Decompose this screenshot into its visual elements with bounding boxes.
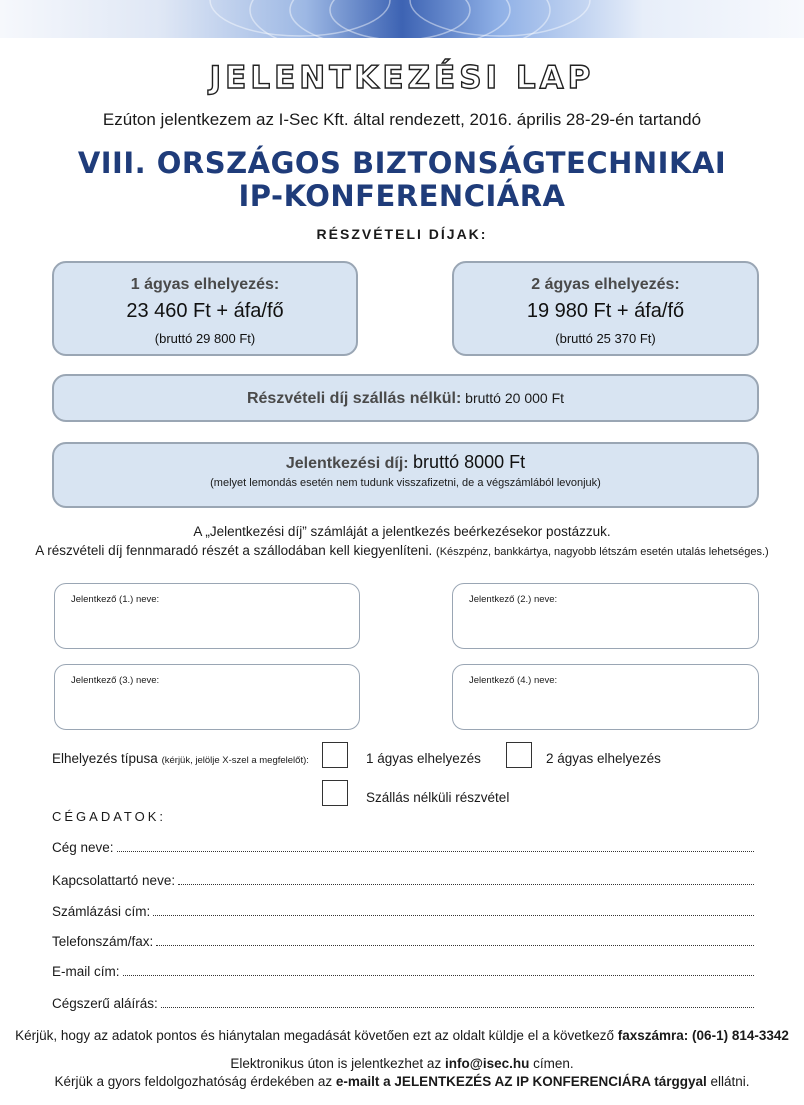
applicant-3-name-field[interactable]: [54, 664, 360, 730]
fees-heading: RÉSZVÉTELI DÍJAK:: [316, 226, 488, 242]
payment-info-methods: (Készpénz, bankkártya, nagyobb létszám esetén utalás lehetséges.): [436, 546, 769, 558]
fax-instructions-text: Kérjük, hogy az adatok pontos és hiánytalan megadását követően ezt az oldalt küldje el a következő: [15, 1028, 614, 1043]
registration-fee-value: bruttó 8000 Ft: [413, 452, 526, 472]
conference-title-line2: IP-KONFERENCIÁRA: [238, 179, 566, 213]
fax-instructions: [0, 1028, 804, 1043]
single-room-price: 23 460 Ft + áfa/fő: [126, 300, 284, 322]
applicant-4-name-field[interactable]: [452, 664, 759, 730]
signature-label: Cégszerű aláírás:: [52, 996, 158, 1011]
double-room-option-label: 2 ágyas elhelyezés: [546, 751, 661, 766]
applicant-3-label: Jelentkező (3.) neve:: [71, 675, 160, 686]
billing-address-label: Számlázási cím:: [52, 904, 151, 919]
registration-fee-box: [52, 442, 759, 508]
subject-instructions-suffix: ellátni.: [710, 1074, 750, 1089]
applicant-2-name-field[interactable]: [452, 583, 759, 649]
contact-name-line: [178, 884, 754, 885]
phone-fax-line: [156, 945, 754, 946]
billing-address-line: [153, 915, 754, 916]
invoice-info: A „Jelentkezési díj” számláját a jelentkezés beérkezésekor postázzuk.: [193, 524, 611, 539]
applicant-1-label: Jelentkező (1.) neve:: [71, 594, 160, 605]
single-room-gross: (bruttó 29 800 Ft): [154, 331, 256, 346]
accommodation-type-label: [52, 751, 309, 766]
applicant-2-label: Jelentkező (2.) neve:: [469, 594, 558, 605]
accommodation-type-hint: (kérjük, jelölje X-szel a megfelelőt):: [161, 755, 309, 766]
fax-number: faxszámra: (06-1) 814-3342: [617, 1028, 789, 1043]
no-accommodation-checkbox[interactable]: [322, 780, 348, 806]
intro-text: Ezúton jelentkezem az I-Sec Kft. által rendezett, 2016. április 28-29-én tartandó: [102, 110, 702, 129]
payment-info-text: A részvételi díj fennmaradó részét a szállodában kell kiegyenlíteni.: [35, 543, 433, 558]
email-label: E-mail cím:: [52, 964, 120, 979]
company-name-label: Cég neve:: [52, 840, 114, 855]
applicant-4-label: Jelentkező (4.) neve:: [469, 675, 558, 686]
registration-fee-label: Jelentkezési díj:: [285, 455, 409, 472]
email-subject: e-mailt a JELENTKEZÉS AZ IP KONFERENCIÁRA tárggyal: [335, 1074, 707, 1089]
accommodation-type-text: Elhelyezés típusa: [52, 751, 158, 766]
no-accommodation-label: Részvételi díj szállás nélkül:: [246, 390, 462, 407]
signature-field[interactable]: [52, 996, 754, 1011]
phone-fax-field[interactable]: [52, 934, 754, 949]
email-instructions: [0, 1056, 804, 1071]
email-instructions-text: Elektronikus úton is jelentkezhet az: [230, 1056, 442, 1071]
double-room-gross: (bruttó 25 370 Ft): [555, 331, 656, 346]
signature-line: [161, 1007, 754, 1008]
subject-instructions-text: Kérjük a gyors feldolgozhatóság érdekében az: [54, 1074, 333, 1089]
email-line: [123, 975, 755, 976]
company-data-heading: CÉGADATOK:: [52, 809, 167, 824]
billing-address-field[interactable]: [52, 904, 754, 919]
double-room-fee-box: [452, 261, 759, 356]
double-room-label: 2 ágyas elhelyezés:: [531, 276, 680, 293]
contact-name-field[interactable]: [52, 873, 754, 888]
double-room-price: 19 980 Ft + áfa/fő: [526, 300, 685, 322]
single-room-label: 1 ágyas elhelyezés:: [130, 276, 280, 293]
no-accommodation-value: bruttó 20 000 Ft: [465, 390, 565, 406]
email-instructions-suffix: címen.: [533, 1056, 574, 1071]
registration-fee-note: (melyet lemondás esetén nem tudunk visszafizetni, de a végszámlából levonjuk): [210, 477, 601, 489]
company-name-field[interactable]: [52, 840, 754, 855]
header-banner: [0, 0, 804, 38]
contact-name-label: Kapcsolattartó neve:: [52, 873, 176, 888]
subject-instructions: [0, 1074, 804, 1089]
double-room-checkbox[interactable]: [506, 742, 532, 768]
single-room-option-label: 1 ágyas elhelyezés: [366, 751, 481, 766]
email-field[interactable]: [52, 964, 754, 979]
phone-fax-label: Telefonszám/fax:: [52, 934, 154, 949]
no-accommodation-fee-box: [52, 374, 759, 422]
company-name-line: [117, 851, 754, 852]
single-room-checkbox[interactable]: [322, 742, 348, 768]
conference-title-line1: VIII. ORSZÁGOS BIZTONSÁGTECHNIKAI: [77, 146, 727, 180]
contact-email-link[interactable]: info@isec.hu: [444, 1056, 530, 1071]
payment-info: [0, 543, 804, 558]
single-room-fee-box: [52, 261, 358, 356]
applicant-1-name-field[interactable]: [54, 583, 360, 649]
form-title: JELENTKEZÉSI LAP: [209, 60, 595, 96]
no-accommodation-option-label: Szállás nélküli részvétel: [366, 790, 510, 805]
